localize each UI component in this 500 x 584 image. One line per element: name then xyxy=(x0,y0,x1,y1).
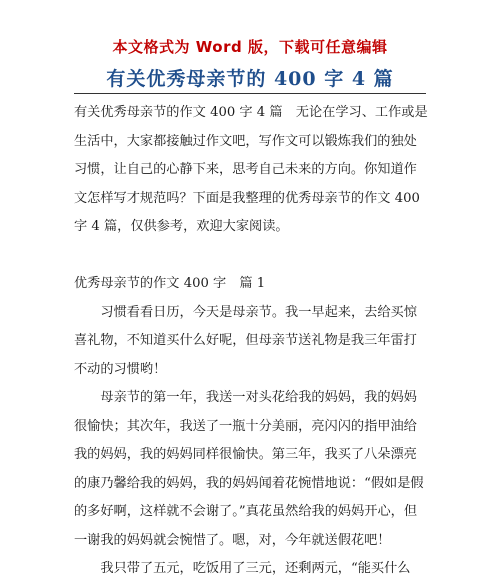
document-body xyxy=(74,99,430,584)
intro-paragraph: 有关优秀母亲节的作文 400 字 4 篇 无论在学习、工作或是生活中，大家都接触过作文吧，写作文可以锻炼我们的独处习惯，让自己的心静下来，思考自己未来的方向。你知道作文怎样写才规范吗？下面是我整理的优秀母亲节的作文 400 字 4 篇，仅供参考，欢迎大家阅读。 xyxy=(74,105,428,234)
edit-notice: 本文格式为 Word 版，下载可任意编辑 xyxy=(112,38,388,56)
document-title: 有关优秀母亲节的 400 字 4 篇 xyxy=(106,68,394,90)
body-paragraph: 母亲节的第一年，我送一对头花给我的妈妈，我的妈妈很愉快；其次年，我送了一瓶十分美丽，亮闪闪的指甲油给我的妈妈，我的妈妈同样很愉快。第三年，我买了八朵漂亮的康乃馨给我的妈妈，我的妈妈闻着花惋惜地说：“假如是假的多好啊，这样就不会谢了。”真花虽然给我的妈妈开心，但一谢我的妈妈就会惋惜了。嗯，对，今年就送假花吧！ xyxy=(74,390,424,548)
title-divider xyxy=(74,93,426,94)
body-paragraph: 我只带了五元，吃饭用了三元，还剩两元，“能买什么 xyxy=(100,561,411,576)
section-heading: 优秀母亲节的作文 400 字 篇 1 xyxy=(74,276,266,291)
blank-line xyxy=(74,242,430,271)
body-paragraph: 习惯看看日历，今天是母亲节。我一早起来，去给买惊喜礼物，不知道买什么好呢，但母亲节送礼物是我三年雷打不动的习惯哟！ xyxy=(74,304,417,377)
